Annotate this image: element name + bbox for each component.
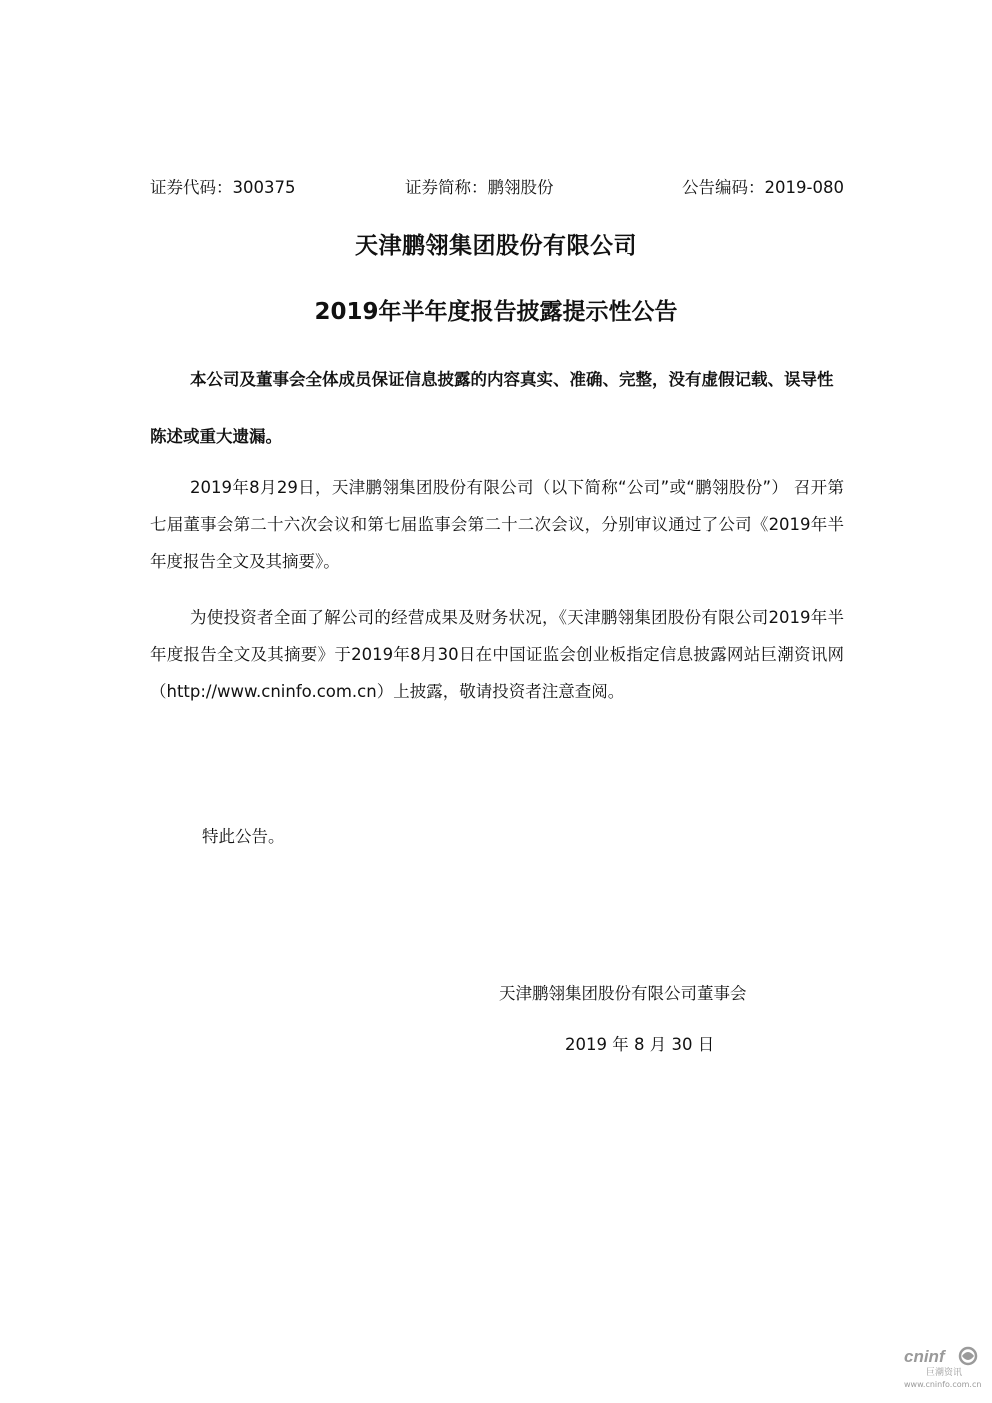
signature-board: 天津鹏翎集团股份有限公司董事会 — [499, 984, 747, 1003]
body-paragraph-1: 2019年8月29日，天津鹏翎集团股份有限公司（以下简称“公司”或“鹏翎股份”） 召开第七届董事会第二十六次会议和第七届监事会第二十二次会议，分别审议通过了公司《2019年半年度报告全文及其摘要》。 — [150, 478, 844, 571]
cninfo-watermark-logo — [902, 1342, 982, 1392]
cninfo-logo-icon — [902, 1342, 982, 1392]
company-title: 天津鹏翎集团股份有限公司 — [355, 233, 637, 259]
watermark-url-text: www.cninfo.com.cn — [904, 1380, 982, 1389]
watermark-swirl-inner — [962, 1352, 974, 1360]
closing-remark: 特此公告。 — [202, 827, 285, 846]
signature-date: 2019 年 8 月 30 日 — [565, 1035, 715, 1054]
watermark-cn-text: 巨潮资讯 — [926, 1368, 963, 1378]
watermark-logo-text: cninf — [904, 1347, 945, 1366]
board-statement: 本公司及董事会全体成员保证信息披露的内容真实、准确、完整，没有虚假记载、误导性陈述或重大遗漏。 — [150, 370, 834, 446]
stock-code: 证券代码：300375 — [150, 178, 296, 197]
document-header — [150, 176, 844, 200]
notice-number: 公告编码：2019-080 — [682, 178, 844, 197]
body-paragraph-2: 为使投资者全面了解公司的经营成果及财务状况，《天津鹏翎集团股份有限公司2019年半年度报告全文及其摘要》于2019年8月30日在中国证监会创业板指定信息披露网站巨潮资讯网（http://www.cninfo.com.cn）上披露，敬请投资者注意查阅。 — [150, 608, 844, 701]
stock-abbreviation: 证券简称：鹏翎股份 — [405, 178, 554, 197]
notice-title: 2019年半年度报告披露提示性公告 — [314, 299, 678, 325]
